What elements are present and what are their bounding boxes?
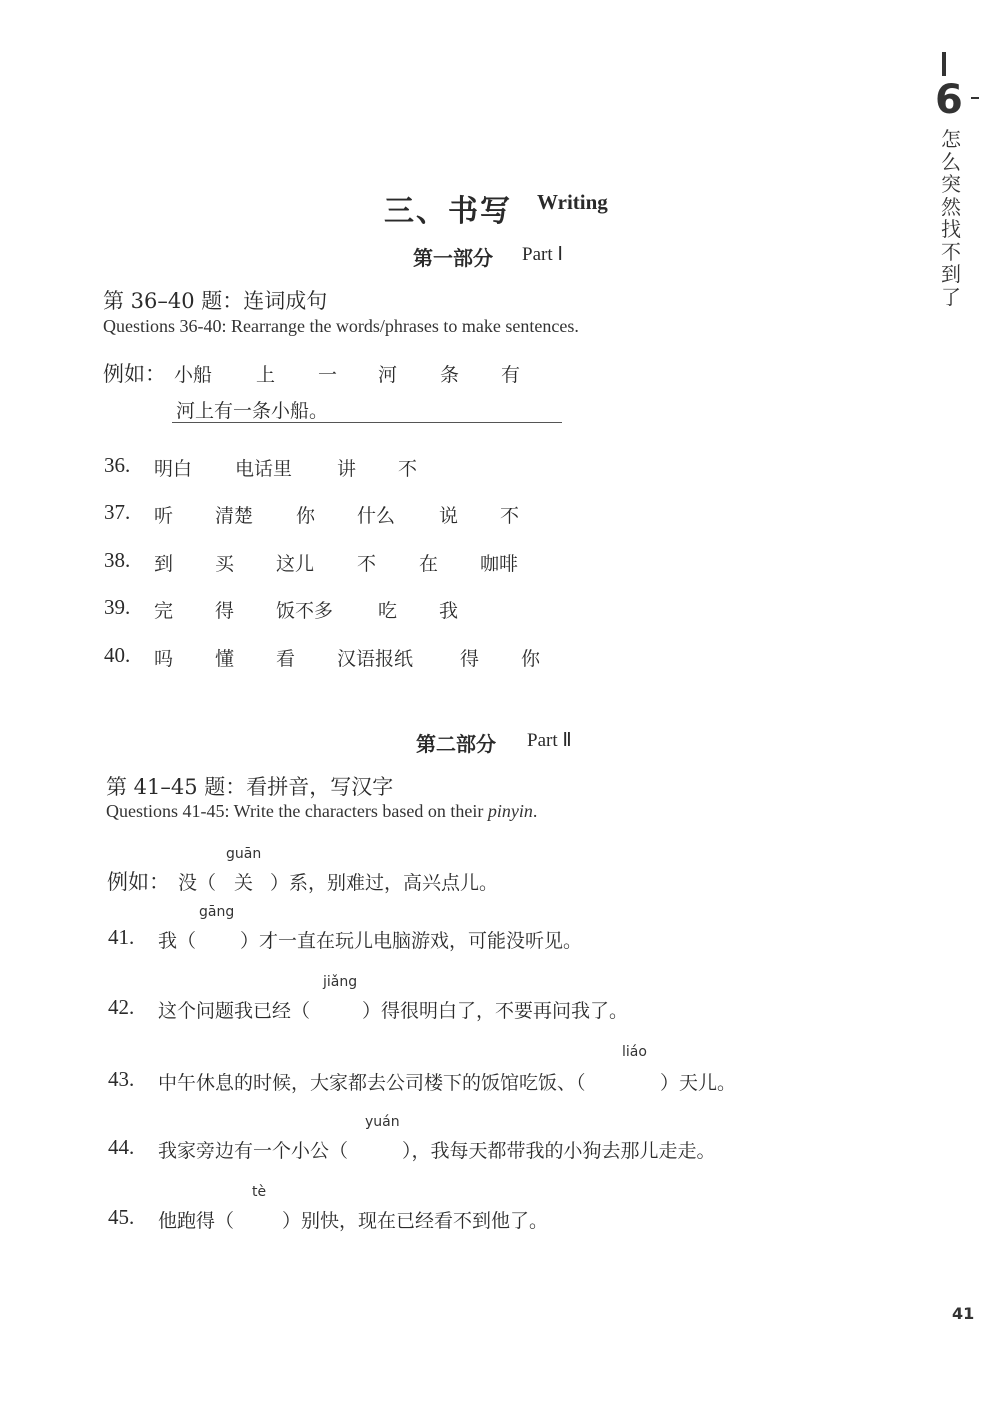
lesson-number: 6 <box>935 77 963 123</box>
question-number: 37. <box>104 500 131 524</box>
question-word: 说 <box>439 505 459 527</box>
question-word: 完 <box>154 600 174 622</box>
question-sentence-end: ）别快，现在已经看不到他了。 <box>282 1210 549 1232</box>
question-word: 明白 <box>154 458 193 480</box>
question-sentence-start: 我（ <box>158 930 197 952</box>
question-sentence-start: 这个问题我已经（ <box>158 1000 311 1022</box>
question-sentence-start: 他跑得（ <box>158 1210 235 1232</box>
example-word: 河 <box>378 364 398 386</box>
question-pinyin: jiǎng <box>323 974 358 990</box>
question-word: 得 <box>215 600 235 622</box>
example-word: 条 <box>440 364 460 386</box>
question-word: 得 <box>460 648 480 670</box>
section-title-zh: 三、书写 <box>384 194 512 229</box>
question-word: 不 <box>398 458 418 480</box>
part1-example-label: 例如： <box>103 362 166 386</box>
question-pinyin: tè <box>252 1184 267 1200</box>
question-sentence-end: ）才一直在玩儿电脑游戏，可能没听见。 <box>240 930 583 952</box>
question-sentence-start: 中午休息的时候，大家都去公司楼下的饭馆吃饭、（ <box>158 1072 586 1094</box>
page-number: 41 <box>952 1304 975 1323</box>
question-word: 清楚 <box>215 505 254 527</box>
part1-label-en: Part Ⅰ <box>522 244 563 265</box>
lesson-title: 怎么突然找不到了 <box>941 127 961 309</box>
part1-instruction: Questions 36-40: Rearrange the words/phrases to make sentences. <box>103 316 579 336</box>
section-title-en: Writing <box>537 190 608 214</box>
side-tab-dash <box>971 97 979 99</box>
question-number: 36. <box>104 453 131 477</box>
question-word: 吃 <box>378 600 398 622</box>
question-word: 咖啡 <box>480 553 519 575</box>
question-word: 我 <box>439 600 459 622</box>
example-word: 一 <box>318 364 338 386</box>
side-tab-bar <box>942 52 946 76</box>
question-word: 这儿 <box>276 553 315 575</box>
example-sentence-start: 没（ <box>178 872 217 894</box>
example-word: 上 <box>256 364 276 386</box>
question-number: 45. <box>108 1205 135 1229</box>
question-word: 买 <box>215 553 235 575</box>
question-word: 懂 <box>215 648 235 670</box>
question-word: 听 <box>154 505 174 527</box>
question-word: 汉语报纸 <box>337 648 414 670</box>
part2-label-en: Part Ⅱ <box>527 730 572 751</box>
question-word: 在 <box>419 553 439 575</box>
question-word: 不 <box>500 505 520 527</box>
example-answer: 河上有一条小船。 <box>176 400 329 422</box>
question-number: 43. <box>108 1067 135 1091</box>
question-word: 电话里 <box>235 458 293 480</box>
part1-range: 第 36–40 题：连词成句 <box>103 289 328 313</box>
question-sentence-end: ），我每天都带我的小狗去那儿走走。 <box>402 1140 716 1162</box>
question-number: 38. <box>104 548 131 572</box>
question-word: 你 <box>296 505 316 527</box>
question-word: 讲 <box>337 458 357 480</box>
question-word: 什么 <box>357 505 396 527</box>
example-word: 有 <box>501 364 521 386</box>
question-number: 41. <box>108 925 135 949</box>
example-pinyin: guān <box>226 846 262 862</box>
question-word: 不 <box>357 553 377 575</box>
question-word: 吗 <box>154 648 174 670</box>
question-pinyin: gāng <box>199 904 235 920</box>
part2-range: 第 41–45 题：看拼音，写汉字 <box>106 775 394 799</box>
question-pinyin: yuán <box>365 1114 400 1130</box>
example-filled-char: 关 <box>234 872 254 894</box>
part2-instruction: Questions 41-45: Write the characters based on their pinyin. <box>106 801 538 821</box>
question-sentence-end: ）得很明白了，不要再问我了。 <box>362 1000 629 1022</box>
question-word: 你 <box>521 648 541 670</box>
part2-example-label: 例如： <box>107 870 170 894</box>
question-number: 42. <box>108 995 135 1019</box>
example-sentence-end: ）系，别难过，高兴点儿。 <box>270 872 499 894</box>
part2-label-zh: 第二部分 <box>416 732 496 756</box>
question-pinyin: liáo <box>622 1044 647 1060</box>
question-word: 到 <box>154 553 174 575</box>
example-word: 小船 <box>174 364 213 386</box>
question-number: 39. <box>104 595 131 619</box>
question-number: 40. <box>104 643 131 667</box>
question-sentence-start: 我家旁边有一个小公（ <box>158 1140 349 1162</box>
question-sentence-end: ）天儿。 <box>660 1072 737 1094</box>
question-word: 看 <box>276 648 296 670</box>
example-answer-line <box>172 422 562 423</box>
part1-label-zh: 第一部分 <box>413 246 493 270</box>
question-word: 饭不多 <box>276 600 334 622</box>
question-number: 44. <box>108 1135 135 1159</box>
